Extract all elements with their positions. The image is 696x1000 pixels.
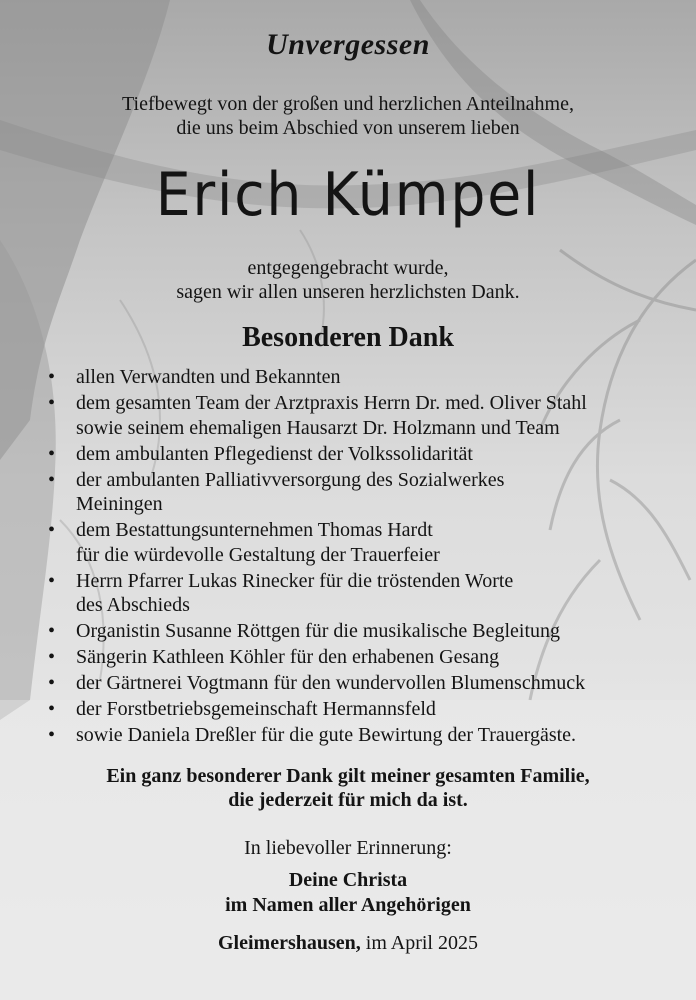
list-item-line: Meiningen (76, 493, 163, 515)
bullet-icon: • (48, 724, 56, 746)
date: im April 2025 (365, 932, 478, 954)
bullet-icon: • (48, 519, 56, 541)
family-thanks-line: Ein ganz besonderer Dank gilt meiner gesamten Familie, (106, 765, 590, 787)
deceased-name: Erich Kümpel (155, 160, 541, 230)
thanks-line: sagen wir allen unseren herzlichsten Dank. (176, 281, 520, 303)
bullet-icon: • (48, 672, 56, 694)
bullet-icon: • (48, 569, 56, 592)
bullet-icon: • (48, 646, 56, 668)
place: Gleimershausen, (217, 932, 361, 954)
intro-text (0, 92, 696, 140)
list-item-line: für die würdevolle Gestaltung der Trauerfeier (76, 543, 440, 566)
family-thanks-line: die jederzeit für mich da ist. (228, 789, 468, 811)
bullet-icon: • (48, 620, 56, 642)
list-item (48, 723, 688, 748)
list-item-line: dem gesamten Team der Arztpraxis Herrn Dr. med. Oliver Stahl (76, 392, 587, 414)
list-item-line: allen Verwandten und Bekannten (76, 366, 341, 388)
list-item (48, 518, 688, 567)
place-date-line (0, 932, 696, 955)
list-item-line: des Abschieds (76, 594, 190, 616)
memory-line: In liebevoller Erinnerung: (244, 837, 452, 859)
list-item-line: der ambulanten Palliativversorgung des Sozialwerkes (76, 468, 505, 491)
bullet-icon: • (48, 366, 56, 388)
list-item-line: Sängerin Kathleen Köhler für den erhabenen Gesang (76, 646, 500, 668)
thanks-line: entgegengebracht wurde, (247, 257, 449, 279)
special-thanks-heading: Besonderen Dank (242, 322, 454, 353)
signature-line: im Namen aller Angehörigen (225, 894, 471, 916)
list-item-line: sowie seinem ehemaligen Hausarzt Dr. Holzmann und Team (76, 416, 560, 439)
list-item-line: der Forstbetriebsgemeinschaft Hermannsfeld (76, 698, 436, 720)
family-thanks (0, 764, 696, 812)
list-item (48, 391, 688, 440)
bullet-icon: • (48, 698, 56, 720)
list-item (48, 697, 688, 722)
list-item (48, 365, 688, 390)
intro-line: die uns beim Abschied von unserem lieben (176, 117, 520, 139)
list-item-line: dem Bestattungsunternehmen Thomas Hardt (76, 519, 433, 541)
list-item-line: sowie Daniela Dreßler für die gute Bewirtung der Trauergäste. (76, 724, 577, 746)
thanks-list (48, 365, 688, 749)
bullet-icon: • (48, 442, 56, 465)
signature-line: Deine Christa (288, 869, 408, 891)
bullet-icon: • (48, 392, 56, 414)
list-item-line: dem ambulanten Pflegedienst der Volkssolidarität (76, 442, 473, 465)
list-item-line: der Gärtnerei Vogtmann für den wundervollen Blumenschmuck (76, 672, 586, 694)
intro-line: Tiefbewegt von der großen und herzlichen Anteilnahme, (122, 93, 574, 115)
list-item (48, 645, 688, 670)
list-item (48, 468, 688, 517)
list-item (48, 569, 688, 618)
bullet-icon: • (48, 468, 56, 491)
list-item-line: Herrn Pfarrer Lukas Rinecker für die tröstenden Worte (76, 569, 514, 592)
list-item (48, 619, 688, 644)
signature (0, 868, 696, 918)
list-item (48, 671, 688, 696)
list-item (48, 442, 688, 467)
notice-heading: Unvergessen (266, 28, 430, 61)
thanks-text (0, 256, 696, 304)
list-item-line: Organistin Susanne Röttgen für die musikalische Begleitung (76, 620, 561, 642)
